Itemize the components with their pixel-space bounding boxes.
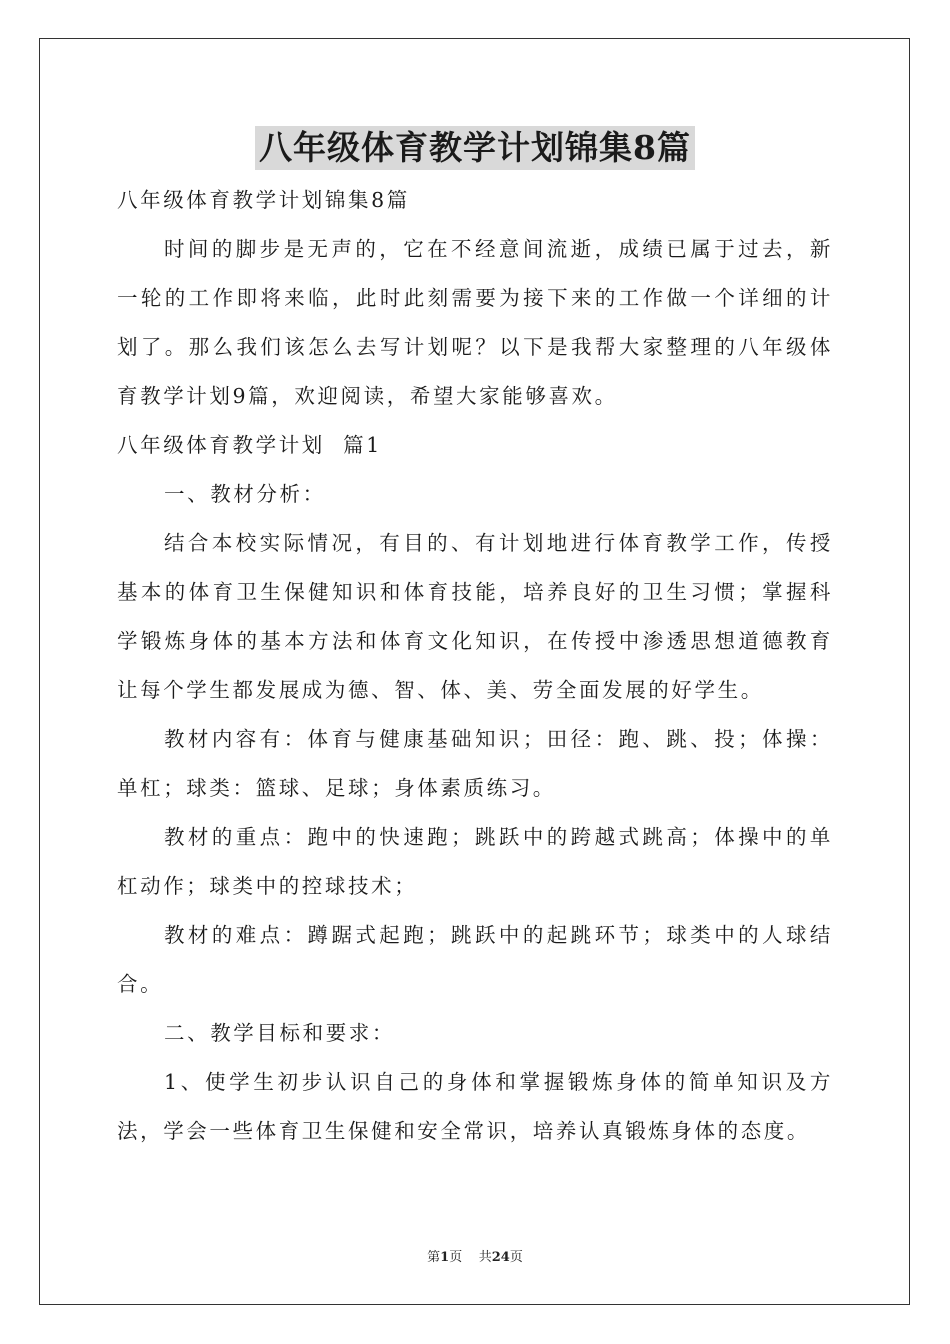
total-page-number: 24 (491, 1250, 510, 1265)
part2-heading: 二、教学目标和要求： (164, 1020, 395, 1045)
page-suffix: 页 (509, 1250, 523, 1265)
document-title: 八年级体育教学计划锦集8篇 (255, 126, 695, 170)
part2-paragraph-1: 1、使学生初步认识自己的身体和掌握锻炼身体的简单知识及方法，学会一些体育卫生保健和安全常识，培养认真锻炼身体的态度。 (117, 1069, 833, 1143)
part1-heading: 一、教材分析： (164, 481, 326, 506)
current-page-number: 1 (440, 1250, 450, 1265)
document-subtitle: 八年级体育教学计划锦集8篇 (117, 188, 410, 212)
page-footer (0, 1246, 950, 1265)
page-mid: 页 共 (449, 1250, 492, 1265)
part1-paragraph-4: 教材的难点：蹲踞式起跑；跳跃中的起跳环节；球类中的人球结合。 (117, 922, 833, 996)
part1-paragraph-1: 结合本校实际情况，有目的、有计划地进行体育教学工作，传授基本的体育卫生保健知识和体育技能，培养良好的卫生习惯；掌握科学锻炼身体的基本方法和体育文化知识，在传授中渗透思想道德教育让每个学生都发展成为德、智、体、美、劳全面发展的好学生。 (117, 530, 833, 702)
section-heading: 八年级体育教学计划 篇1 (117, 432, 382, 457)
document-body (117, 176, 833, 1156)
intro-paragraph: 时间的脚步是无声的，它在不经意间流逝，成绩已属于过去，新一轮的工作即将来临，此时此刻需要为接下来的工作做一个详细的计划了。那么我们该怎么去写计划呢？以下是我帮大家整理的八年级体育教学计划9篇，欢迎阅读，希望大家能够喜欢。 (117, 236, 833, 408)
title-container (0, 126, 950, 170)
part1-paragraph-3: 教材的重点：跑中的快速跑；跳跃中的跨越式跳高；体操中的单杠动作；球类中的控球技术； (117, 824, 833, 898)
page-prefix: 第 (427, 1250, 441, 1265)
part1-paragraph-2: 教材内容有：体育与健康基础知识；田径：跑、跳、投；体操：单杠；球类：篮球、足球；身体素质练习。 (117, 726, 833, 800)
